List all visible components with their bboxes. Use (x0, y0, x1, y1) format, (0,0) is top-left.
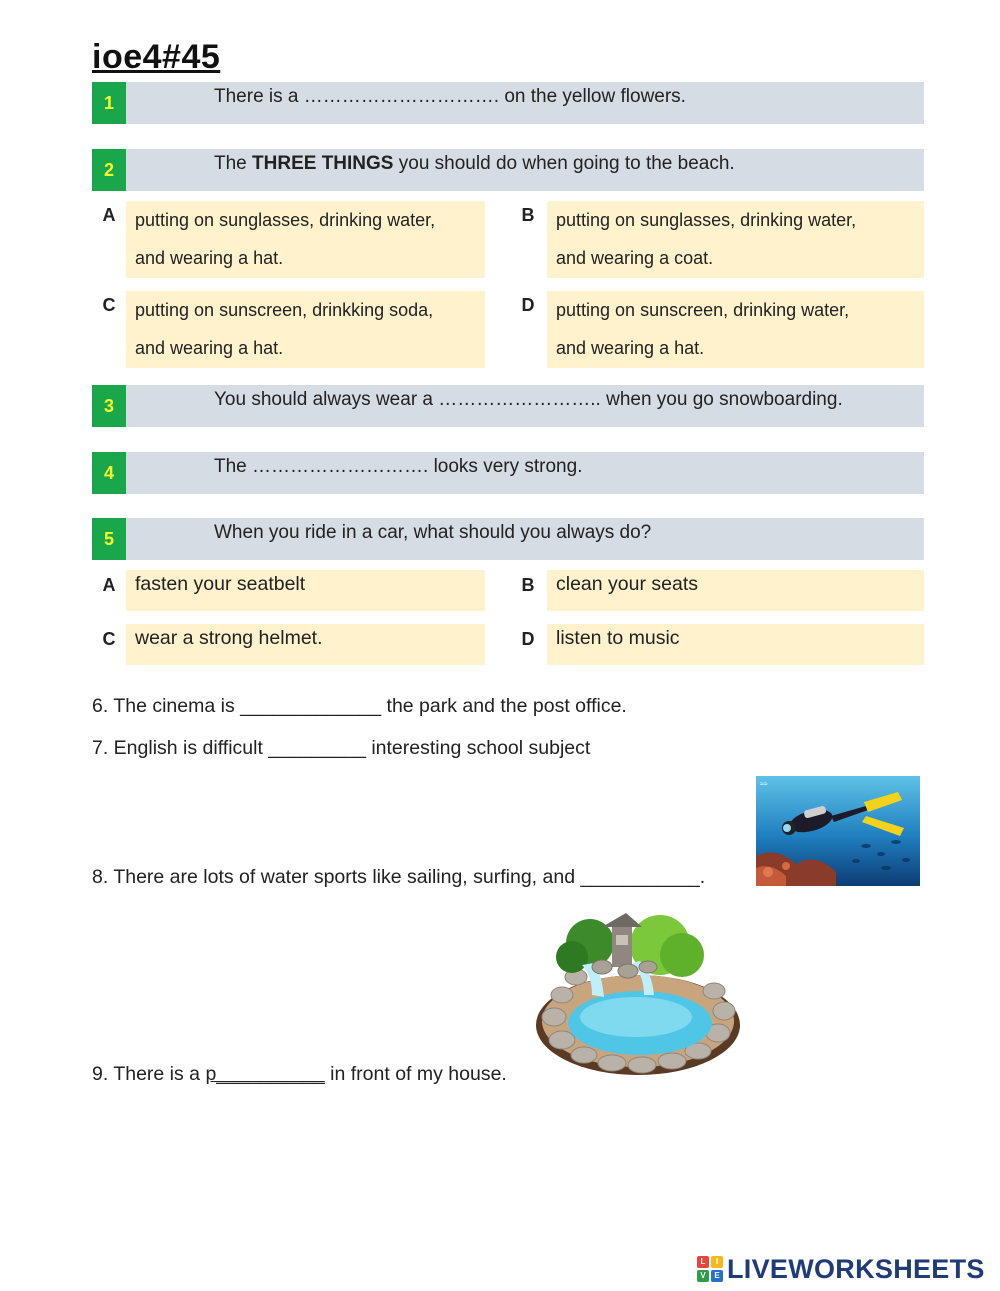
logo-letter: L (697, 1256, 709, 1268)
option-line: and wearing a hat. (135, 248, 284, 268)
question-7-text: 7. English is difficult _________ interesting school subject (92, 737, 591, 759)
option-letter-b: B (521, 575, 535, 595)
image-watermark: ≈≈ (760, 781, 768, 788)
option-letter-b: B (521, 205, 535, 225)
question-1-row (92, 82, 924, 124)
option-c[interactable]: wear a strong helmet. (126, 624, 485, 665)
option-letter-d: D (521, 295, 535, 315)
question-9-text (92, 1063, 507, 1086)
question-number: 5 (92, 518, 126, 560)
question-number: 4 (92, 452, 126, 494)
option-letter-c: C (102, 629, 116, 649)
question-number: 1 (92, 82, 126, 124)
option-line: putting on sunscreen, drinkking soda, (135, 300, 434, 320)
option-d[interactable] (547, 291, 924, 368)
question-3-row (92, 385, 924, 427)
option-letter-a: A (102, 575, 116, 595)
question-text-part: in front of my house. (324, 1063, 507, 1085)
question-text-part: 9. There is a (92, 1063, 206, 1085)
option-line: putting on sunglasses, drinking water, (135, 210, 436, 230)
option-d[interactable]: listen to music (547, 624, 924, 665)
logo-letter: I (711, 1256, 723, 1268)
question-number: 2 (92, 149, 126, 191)
option-line: and wearing a hat. (556, 338, 705, 358)
question-6-text: 6. The cinema is _____________ the park and the post office. (92, 695, 627, 717)
question-number: 3 (92, 385, 126, 427)
liveworksheets-logo (697, 1254, 985, 1284)
option-b[interactable] (547, 201, 924, 278)
option-letter-d: D (521, 629, 535, 649)
question-5-row (92, 518, 924, 560)
question-5-text: When you ride in a car, what should you always do? (214, 522, 652, 543)
option-line: putting on sunglasses, drinking water, (556, 210, 857, 230)
option-line: and wearing a hat. (135, 338, 284, 358)
option-b[interactable]: clean your seats (547, 570, 924, 611)
logo-text: LIVEWORKSHEETS (727, 1253, 985, 1284)
scuba-diver-image (756, 776, 920, 886)
question-4-row (92, 452, 924, 494)
question-text-part: The (214, 153, 253, 174)
question-text-bold: THREE THINGS (252, 153, 394, 174)
question-4-text: The ………………………. looks very strong. (214, 456, 583, 477)
option-a[interactable] (126, 201, 485, 278)
logo-letter: E (711, 1270, 723, 1282)
logo-mark-icon (697, 1256, 723, 1282)
option-a[interactable]: fasten your seatbelt (126, 570, 485, 611)
question-8-text: 8. There are lots of water sports like sailing, surfing, and ___________. (92, 866, 706, 888)
option-letter-c: C (102, 295, 116, 315)
question-2-text (214, 149, 735, 191)
option-c[interactable] (126, 291, 485, 368)
question-3-text: You should always wear a …………………….. when you go snowboarding. (214, 389, 843, 410)
answer-blank[interactable]: p__________ (205, 1063, 325, 1085)
option-letter-a: A (102, 205, 116, 225)
question-text-part: you should do when going to the beach. (393, 153, 735, 174)
pond-image (532, 905, 744, 1077)
question-2-row (92, 149, 924, 191)
worksheet-title: ioe4#45 (92, 38, 221, 76)
option-line: putting on sunscreen, drinking water, (556, 300, 850, 320)
logo-letter: V (697, 1270, 709, 1282)
option-line: and wearing a coat. (556, 248, 714, 268)
question-1-text: There is a …………………………. on the yellow flowers. (214, 86, 686, 107)
